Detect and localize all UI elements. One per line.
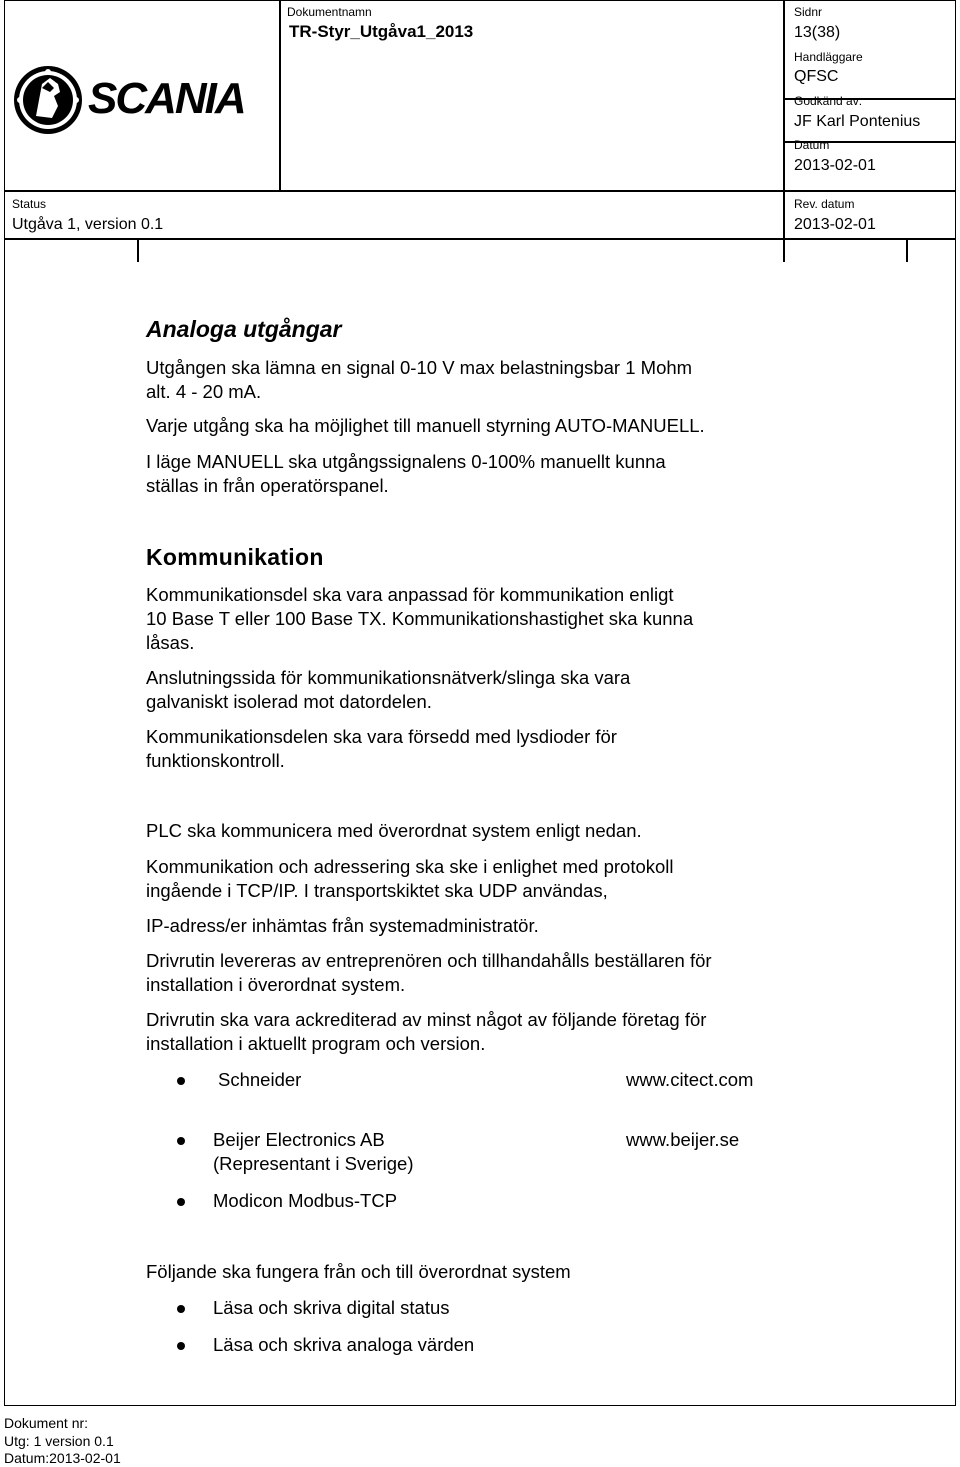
analog-paragraph-1-line2: alt. 4 - 20 mA. xyxy=(146,381,262,402)
plc-paragraph-4-line1: Drivrutin levereras av entreprenören och tillhandahålls beställaren för xyxy=(146,950,712,971)
rev-date-value: 2013-02-01 xyxy=(794,216,876,233)
rev-date-label: Rev. datum xyxy=(794,197,855,211)
date-label: Datum xyxy=(794,138,830,152)
doc-name: TR-Styr_Utgåva1_2013 xyxy=(289,22,474,41)
plc-paragraph-2-line1: Kommunikation och adressering ska ske i enlighet med protokoll xyxy=(146,856,674,877)
vendor-name: Modicon Modbus-TCP xyxy=(213,1190,398,1211)
handler-label: Handläggare xyxy=(794,50,863,64)
approved-label: Godkänd av: xyxy=(794,94,863,108)
plc-paragraph-1: PLC ska kommunicera med överordnat system enligt nedan. xyxy=(146,820,642,841)
scania-logo xyxy=(12,62,274,138)
approved-value: JF Karl Pontenius xyxy=(794,113,921,130)
func-item: Läsa och skriva analoga värden xyxy=(213,1334,475,1355)
bullet-icon xyxy=(177,1077,185,1085)
analog-paragraph-3-line1: I läge MANUELL ska utgångssignalens 0-100% manuellt kunna xyxy=(146,451,666,472)
vendor-url[interactable]: www.citect.com xyxy=(626,1069,754,1090)
analog-paragraph-3-line2: ställas in från operatörspanel. xyxy=(146,475,389,496)
plc-paragraph-2-line2: ingående i TCP/IP. I transportskiktet ska UDP användas, xyxy=(146,880,608,901)
header-col-divider-2 xyxy=(783,0,785,262)
handler-value: QFSC xyxy=(794,68,839,85)
vendor-name: Beijer Electronics AB xyxy=(213,1129,385,1150)
bullet-icon xyxy=(177,1305,185,1313)
plc-paragraph-4-line2: installation i överordnat system. xyxy=(146,974,406,995)
komm-paragraph-1-line3: låsas. xyxy=(146,632,195,653)
bullet-icon xyxy=(177,1198,185,1206)
page-label: Sidnr xyxy=(794,5,823,19)
heading-analoga-utgangar: Analoga utgångar xyxy=(146,316,342,342)
status-label: Status xyxy=(12,197,47,211)
logo-wordmark: SCANIA xyxy=(88,74,245,123)
heading-kommunikation: Kommunikation xyxy=(146,544,324,570)
vendor-name-note: (Representant i Sverige) xyxy=(213,1153,414,1174)
doc-name-label: Dokumentnamn xyxy=(287,5,372,19)
komm-paragraph-1-line2: 10 Base T eller 100 Base TX. Kommunikationshastighet ska kunna xyxy=(146,608,694,629)
header-tick-1 xyxy=(137,238,139,262)
bullet-icon xyxy=(177,1342,185,1350)
komm-paragraph-1-line1: Kommunikationsdel ska vara anpassad för kommunikation enligt xyxy=(146,584,674,605)
analog-paragraph-2: Varje utgång ska ha möjlighet till manuell styrning AUTO-MANUELL. xyxy=(146,415,705,436)
plc-paragraph-3: IP-adress/er inhämtas från systemadministratör. xyxy=(146,915,539,936)
komm-paragraph-2-line1: Anslutningssida för kommunikationsnätverk/slinga ska vara xyxy=(146,667,631,688)
footer-version: Utg: 1 version 0.1 xyxy=(4,1433,114,1449)
vendor-url[interactable]: www.beijer.se xyxy=(626,1129,740,1150)
header-col-divider-1 xyxy=(279,0,281,191)
header-divider-bottom xyxy=(4,238,956,240)
vendor-name: Schneider xyxy=(218,1069,302,1090)
bullet-icon xyxy=(177,1137,185,1145)
komm-paragraph-3-line1: Kommunikationsdelen ska vara försedd med lysdioder för xyxy=(146,726,617,747)
page-number: 13(38) xyxy=(794,24,841,41)
footer-date: Datum:2013-02-01 xyxy=(4,1450,121,1466)
status-value: Utgåva 1, version 0.1 xyxy=(12,216,164,233)
func-intro: Följande ska fungera från och till överordnat system xyxy=(146,1261,571,1282)
header-tick-2 xyxy=(906,238,908,262)
header-divider-top xyxy=(4,190,956,192)
komm-paragraph-2-line2: galvaniskt isolerad mot datordelen. xyxy=(146,691,432,712)
func-item: Läsa och skriva digital status xyxy=(213,1297,450,1318)
footer-doc-no: Dokument nr: xyxy=(4,1415,89,1431)
analog-paragraph-1-line1: Utgången ska lämna en signal 0-10 V max belastningsbar 1 Mohm xyxy=(146,357,693,378)
plc-paragraph-5-line2: installation i aktuellt program och version. xyxy=(146,1033,486,1054)
plc-paragraph-5-line1: Drivrutin ska vara ackrediterad av minst något av följande företag för xyxy=(146,1009,707,1030)
komm-paragraph-3-line2: funktionskontroll. xyxy=(146,750,285,771)
date-value: 2013-02-01 xyxy=(794,157,876,174)
